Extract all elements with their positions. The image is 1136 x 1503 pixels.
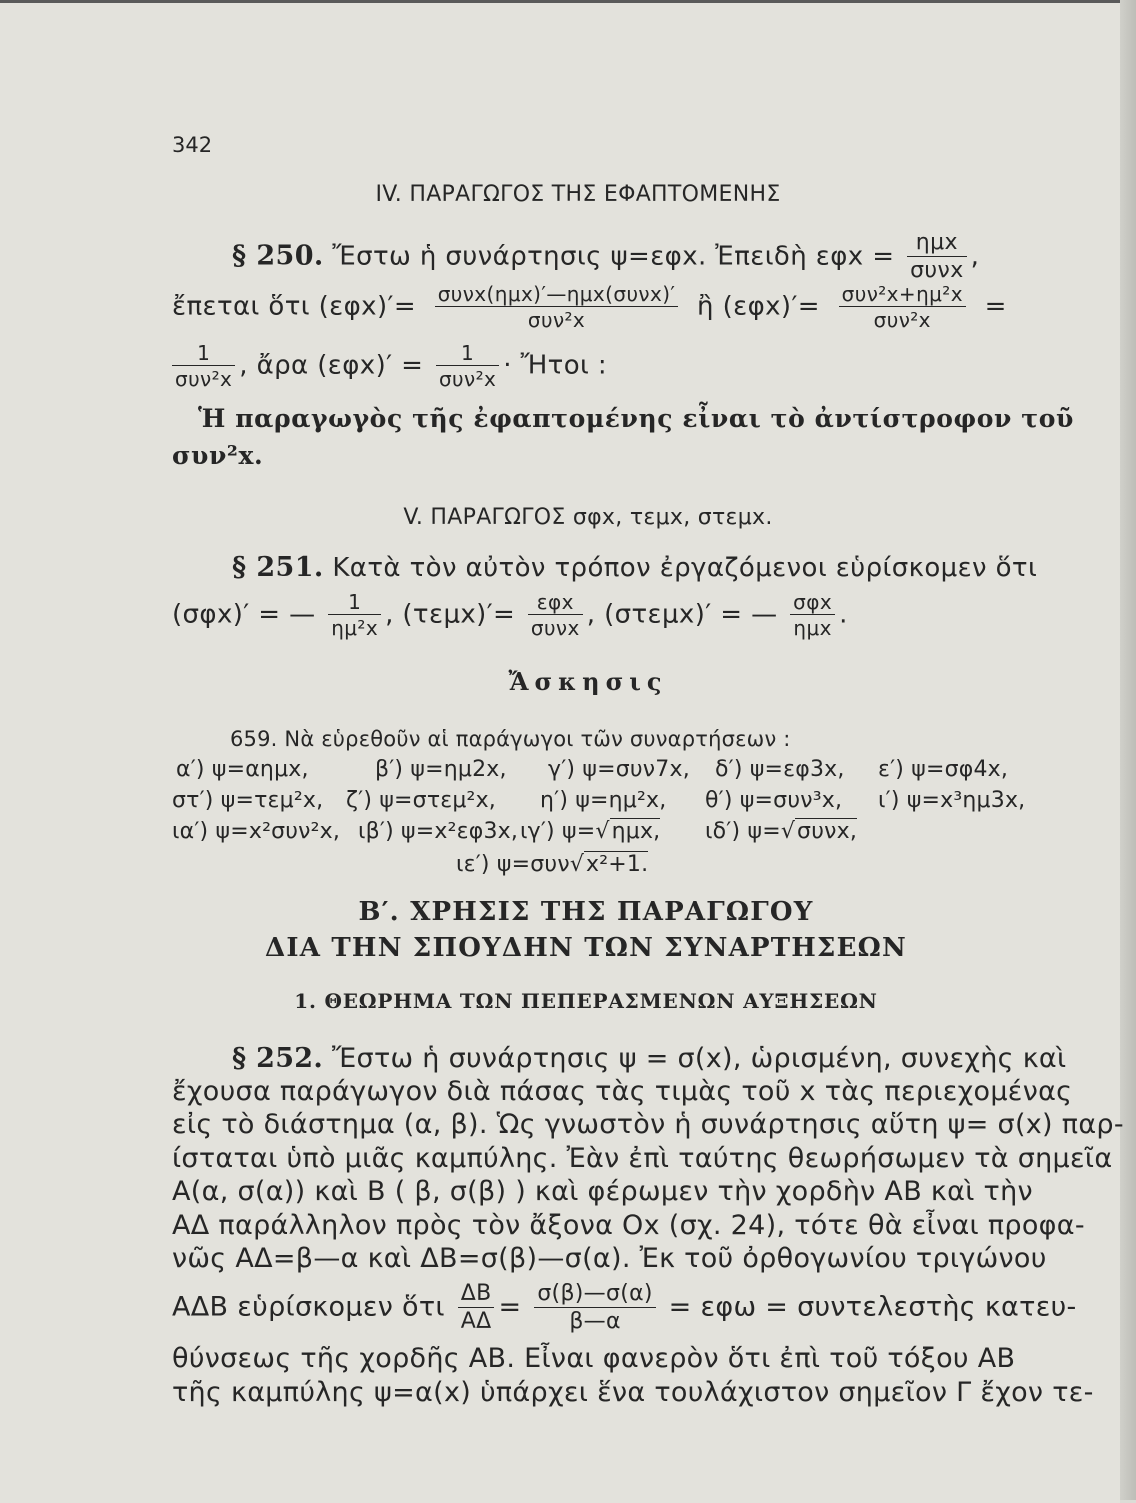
- line-2-start: ἔπεται ὅτι (εφx)′=: [172, 291, 417, 322]
- radicand: ημx,: [611, 819, 661, 844]
- theorem-tan-line-1: Ἡ παραγωγὸς τῆς ἐφαπτομένης εἶναι τὸ ἀντίστροφον τοῦ: [198, 404, 1074, 433]
- exercise-659-intro: 659. Νὰ εὑρεθοῦν αἱ παράγωγοι τῶν συναρτήσεων :: [230, 727, 791, 751]
- section-v-heading: V. ΠΑΡΑΓΩΓΟΣ σφx, τεμx, στεμx.: [403, 505, 773, 530]
- sqrt-prefix: ιε′) ψ=συν√: [456, 852, 585, 877]
- section-252-line-3: εἰς τὸ διάστημα (α, β). Ὡς γνωστὸν ἡ συνάρτησις αὕτη ψ= σ(x) παρ-: [172, 1109, 1124, 1140]
- fraction-numerator: 1: [328, 592, 381, 615]
- fraction-denominator: συν²x: [438, 367, 497, 391]
- line-2-end: =: [984, 291, 1007, 322]
- exercise-ia: ια′) ψ=x²συν²x,: [172, 819, 341, 844]
- sqrt-prefix: ιδ′) ψ=√: [705, 819, 796, 844]
- cot-derivative-fraction: [328, 592, 381, 638]
- fraction-denominator: ημ²x: [331, 616, 379, 640]
- line-3-end: · Ἤτοι :: [503, 350, 608, 381]
- section-iv-line-1-text: Ἔστω ἡ συνάρτησις ψ=εφx. Ἐπειδὴ εφx =: [332, 241, 895, 272]
- page-edge-shadow: [1120, 0, 1136, 1500]
- section-v-line-1-text: Κατὰ τὸν αὐτὸν τρόπον ἐργαζόμενοι εὑρίσκομεν ὅτι: [332, 553, 1038, 583]
- exercise-a: α′) ψ=αημx,: [176, 757, 309, 782]
- section-252-line-1-text: Ἔστω ἡ συνάρτησις ψ = σ(x), ὡρισμένη, συνεχὴς καὶ: [331, 1043, 1067, 1074]
- csc-derivative-fraction: [790, 592, 835, 638]
- line-3-middle: , ἄρα (εφx)′ =: [239, 350, 424, 381]
- section-iv-line-2: [172, 284, 1007, 330]
- radicand: x²+1.: [586, 852, 649, 877]
- fraction-denominator: ΑΔ: [460, 1309, 492, 1334]
- one-over-cos2-fraction: [172, 343, 235, 389]
- slope-fraction-2: [534, 1283, 655, 1333]
- result-fraction: [436, 343, 499, 389]
- radicand: συνx,: [797, 819, 858, 844]
- section-iv-line-1: [232, 232, 979, 282]
- fraction-denominator: συν²x: [175, 367, 233, 391]
- section-iv-line-3: [172, 343, 607, 389]
- section-b-title-1: Β′. ΧΡΗΣΙΣ ΤΗΣ ΠΑΡΑΓΩΓΟΥ: [358, 897, 814, 927]
- section-252-line-8: [172, 1283, 1077, 1333]
- equals-sign: =: [498, 1291, 522, 1323]
- section-iv-heading: IV. ΠΑΡΑΓΩΓΟΣ ΤΗΣ ΕΦΑΠΤΟΜΕΝΗΣ: [375, 182, 781, 207]
- line-2-middle: ἢ (εφx)′=: [697, 291, 820, 322]
- exercise-th: θ′) ψ=συν³x,: [705, 788, 843, 813]
- fraction-denominator: συνx: [530, 616, 580, 640]
- exercise-b: β′) ψ=ημ2x,: [375, 757, 507, 782]
- derivatives-line: [172, 592, 848, 638]
- exercise-ig: [520, 819, 660, 844]
- section-252-line-10: τῆς καμπύλης ψ=α(x) ὑπάρχει ἕνα τουλάχιστον σημεῖον Γ ἔχον τε-: [172, 1377, 1094, 1408]
- paragraph-251-number: § 251.: [232, 552, 324, 583]
- line-8-end: = εφω = συντελεστὴς κατευ-: [668, 1291, 1077, 1323]
- section-252-line-5: Α(α, σ(α)) καὶ Β ( β, σ(β) ) καὶ φέρωμεν τὴν χορδὴν ΑΒ καὶ τὴν: [172, 1176, 1033, 1207]
- exercises-heading-text: Ἄσκησις: [508, 667, 668, 696]
- fraction-denominator: β—α: [569, 1309, 621, 1334]
- tan-definition-fraction: [907, 232, 967, 282]
- fraction-numerator: 1: [172, 343, 235, 366]
- fraction-denominator: συν²x: [873, 308, 931, 332]
- exercise-d: δ′) ψ=εφ3x,: [715, 757, 845, 782]
- fraction-numerator: σφx: [790, 592, 835, 615]
- fraction-numerator: σ(β)—σ(α): [534, 1283, 655, 1308]
- exercise-e: ε′) ψ=σφ4x,: [878, 757, 1009, 782]
- quotient-rule-fraction: [435, 284, 679, 330]
- section-v-line-1: [232, 552, 1037, 583]
- paragraph-252-number: § 252.: [232, 1043, 324, 1074]
- theorem-tan-line-2: συν²x.: [172, 441, 264, 470]
- csc-derivative-start: , (στεμx)′ = —: [586, 599, 778, 630]
- section-252-line-1: [232, 1043, 1066, 1074]
- fraction-denominator: συν²x: [527, 308, 586, 332]
- fraction-denominator: συνx: [910, 258, 964, 283]
- section-252-line-2: ἔχουσα παράγωγον διὰ πάσας τὰς τιμὰς τοῦ x τὰς περιεχομένας: [172, 1076, 1073, 1107]
- sqrt-prefix: ιγ′) ψ=√: [520, 819, 610, 844]
- exercise-ie: [456, 852, 648, 877]
- fraction-denominator: ημx: [793, 616, 832, 640]
- section-b-title-2: ΔΙΑ ΤΗΝ ΣΠΟΥΔΗΝ ΤΩΝ ΣΥΝΑΡΤΗΣΕΩΝ: [265, 933, 907, 963]
- slope-fraction-1: [458, 1283, 495, 1333]
- line-end-period: .: [839, 599, 848, 630]
- exercise-st: στ′) ψ=τεμ²x,: [172, 788, 324, 813]
- exercise-z: ζ′) ψ=στεμ²x,: [346, 788, 496, 813]
- sec-derivative-start: , (τεμx)′=: [385, 599, 516, 630]
- paragraph-250-number: § 250.: [232, 240, 324, 272]
- fraction-numerator: συνx(ημx)′—ημx(συνx)′: [435, 284, 679, 307]
- exercise-c: γ′) ψ=συν7x,: [548, 757, 690, 782]
- exercise-i: ι′) ψ=x³ημ3x,: [878, 788, 1026, 813]
- fraction-numerator: 1: [436, 343, 499, 366]
- line-end-comma: ,: [970, 241, 980, 272]
- line-8-start: ΑΔΒ εὑρίσκομεν ὅτι: [172, 1291, 445, 1323]
- fraction-numerator: ΔΒ: [458, 1283, 495, 1308]
- fraction-numerator: συν²x+ημ²x: [839, 284, 966, 307]
- page-number: 342: [172, 133, 213, 157]
- theorem-subtitle: 1. ΘΕΩΡΗΜΑ ΤΩΝ ΠΕΠΕΡΑΣΜΕΝΩΝ ΑΥΞΗΣΕΩΝ: [294, 989, 878, 1013]
- exercises-heading: [0, 667, 1136, 696]
- cot-derivative-start: (σφx)′ = —: [172, 599, 316, 630]
- fraction-numerator: ημx: [907, 232, 967, 257]
- fraction-numerator: εφx: [528, 592, 583, 615]
- exercise-ib: ιβ′) ψ=x²εφ3x,: [358, 819, 519, 844]
- section-252-line-7: νῶς ΑΔ=β—α καὶ ΔΒ=σ(β)—σ(α). Ἐκ τοῦ ὀρθογωνίου τριγώνου: [172, 1243, 1047, 1274]
- section-252-line-6: ΑΔ παράλληλον πρὸς τὸν ἄξονα Ox (σχ. 24), τότε θὰ εἶναι προφα-: [172, 1210, 1085, 1241]
- section-252-line-9: θύνσεως τῆς χορδῆς ΑΒ. Εἶναι φανερὸν ὅτι ἐπὶ τοῦ τόξου ΑΒ: [172, 1343, 1016, 1374]
- section-252-line-4: ίσταται ὑπὸ μιᾶς καμπύλης. Ἐὰν ἐπὶ ταύτης θεωρήσωμεν τὰ σημεῖα: [172, 1143, 1113, 1174]
- exercise-id: [705, 819, 857, 844]
- identity-fraction: [839, 284, 966, 330]
- exercise-h: η′) ψ=ημ²x,: [540, 788, 667, 813]
- sec-derivative-fraction: [528, 592, 583, 638]
